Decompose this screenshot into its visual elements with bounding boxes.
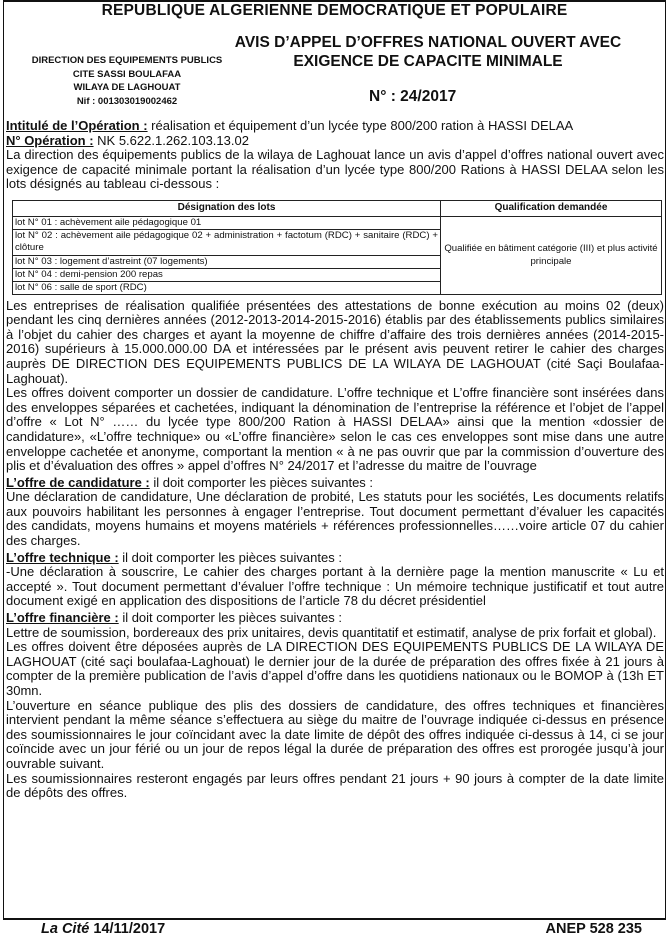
validity-paragraph: Les soumissionnaires resteront engagés par leurs offres pendant 21 jours + 90 jours à compter de la date limite de dépôts des offres. [6,770,664,801]
lot-cell: lot N° 04 : demi-pension 200 repas [13,268,441,281]
technical-text: -Une déclaration à souscrire, Le cahier des charges portant à la dernière page la mention manuscrite « Lu et accepté ». Tout document permettant d’évaluer l’offre technique : Un mémoire technique justificatif et tout autre document exigé en application des dispositions de l’article 78 du décret présidentiel [6,564,664,609]
lots-table-header [13,200,662,216]
candidature-label: L’offre de candidature : [6,474,150,490]
bottom-rule [3,918,666,920]
newspaper-name: La Cité [41,921,94,937]
technical-heading [6,551,664,566]
candidature-intro: il doit comporter les pièces suivantes : [149,474,374,490]
notice-body [6,119,664,801]
technical-intro: il doit comporter les pièces suivantes : [118,549,342,565]
operation-number-line [6,134,664,149]
publication-date: 14/11/2017 [93,921,166,937]
lot-cell: lot N° 06 : salle de sport (RDC) [13,281,441,294]
republic-title: REPUBLIQUE ALGERIENNE DEMOCRATIQUE ET POPULAIRE [101,2,568,19]
financial-text: Lettre de soumission, bordereaux des prix unitaires, devis quantitatif et estimatif, analyse de prix forfait et global). [6,624,657,640]
lot-cell: lot N° 02 : achèvement aile pédagogique 02 + administration + factotum (RDC) + sanitaire (RDC) + clôture [13,229,441,255]
anep-reference: ANEP 528 235 [545,921,642,937]
technical-label: L’offre technique : [6,549,119,565]
operation-number-label: N° Opération : [6,132,94,148]
lots-table [12,200,662,295]
financial-label: L’offre financière : [6,610,119,626]
notice-number: N° : 24/2017 [369,88,457,105]
table-row [13,216,662,229]
notice-title [193,33,663,71]
operation-text: réalisation et équipement d’un lycée type 800/200 ration à HASSI DELAA [147,118,574,133]
operation-label: Intitulé de l’Opération : [6,118,148,133]
lot-cell: lot N° 03 : logement d’astreint (07 logements) [13,255,441,268]
opening-paragraph: L’ouverture en séance publique des plis des dossiers de candidature, des offres techniques et financières intervient pendant la même séance s’effectuera au siège du maitre de l’ouvrage indiquée ci-dessus en présence des soumissionnaires le jour coïncidant avec la date limite de dépôt des offres indiquée ci-dessus à 14, ci se jour coïncide avec un jour férié ou un jour de repos légal la durée de préparation des offres est prorogée jusqu’à jour ouvrable suivant. [6,697,664,771]
notice-title-line-1: AVIS D’APPEL D’OFFRES NATIONAL OUVERT AVEC [234,34,622,51]
left-border [3,0,4,920]
operation-number: NK 5.622.1.262.103.13.02 [93,132,249,148]
envelopes-paragraph: Les offres doivent comporter un dossier de candidature. L’offre technique et L’offre financière sont insérées dans des enveloppes séparées et cachetées, indiquant la dénomination de l’entreprise la référence et l’objet de l’appel d’offre « Lot N° …… du lycée type 800/200 Ration à HASSI DELAA» ainsi que la mention «dossier de candidature», «L’offre technique» ou «L’offre financière» selon le cas ces enveloppes sont mise dans une autre enveloppe cachetée et anonyme, comportant la mention « à ne pas ouvrir que par la commission d’ouverture des plis et d’évaluation des offres » appel d’offres N° 24/2017 et l’adresse du maitre de l’ouvrage [6,385,664,474]
authority-wilaya: WILAYA DE LAGHOUAT [73,82,181,93]
qualification-cell: Qualifiée en bâtiment catégorie (III) et plus activité principale [441,216,662,294]
candidature-text: Une déclaration de candidature, Une déclaration de probité, Les statuts pour les sociétés, Les documents relatifs aux pouvoirs habilitant les personnes à engager l’entreprise. Tout document permettant d’évaluer les capacités des candidats, moyens humains et moyens matériels + références professionnelles……voire article 07 du cahier des charges. [6,489,664,549]
submission-paragraph: Les offres doivent être déposées auprès de LA DIRECTION DES EQUIPEMENTS PUBLICS DE LA WILAYA DE LAGHOUAT (cité saçi boulafaa-Laghouat) le dernier jour de la durée de préparation des offres fixée à 21 jours à compter de la première publication de l’avis d’appel d’offre dans les quotidiens nationaux ou le BOMOP à (13h ET 30mn. [6,639,664,698]
operation-line [6,119,664,134]
publication-info [41,921,165,937]
authority-address: CITE SASSI BOULAFAA [72,68,182,80]
eligibility-paragraph: Les entreprises de réalisation qualifiée présentées des attestations de bonne exécution au moins 02 (deux) pendant les cinq dernières années (2012-2013-2014-2015-2016) établis par des établissements publics similaires à l’objet du cahier des charges et ayant la moyenne de chiffre d’affaire des trois dernières années (2014-2015-2016) supérieurs à 15.000.000.00 DA et intéressées par le présent avis peuvent retirer le cahier des charges auprès DE DIRECTION DES EQUIPEMENTS PUBLICS DE LA WILAYA DE LAGHOUAT (cité Saçi Boulafaa-Laghouat). [6,297,664,386]
authority-nif: Nif : 00130301900​2462 [76,95,178,107]
financial-intro: il doit comporter les pièces suivantes : [118,610,342,626]
lot-cell: lot N° 01 : achèvement aile pédagogique 01 [13,216,441,229]
tender-notice [3,0,666,941]
authority-name: DIRECTION DES EQUIPEMENTS PUBLICS [31,55,223,66]
candidature-heading [6,476,664,491]
qualification-column-header: Qualification demandée [441,200,662,216]
lots-column-header: Désignation des lots [13,200,441,216]
right-border [665,0,666,920]
notice-title-line-2: EXIGENCE DE CAPACITE MINIMALE [293,53,563,70]
financial-heading [6,611,664,626]
intro-paragraph: La direction des équipements publics de la wilaya de Laghouat lance un avis d’appel d’offres national ouvert avec exigence de capacité minimale portant la réalisation d’un lycée type 800/200 Rations à HASSI DELAA selon les lots désignés au tableau ci-dessous : [6,147,664,192]
